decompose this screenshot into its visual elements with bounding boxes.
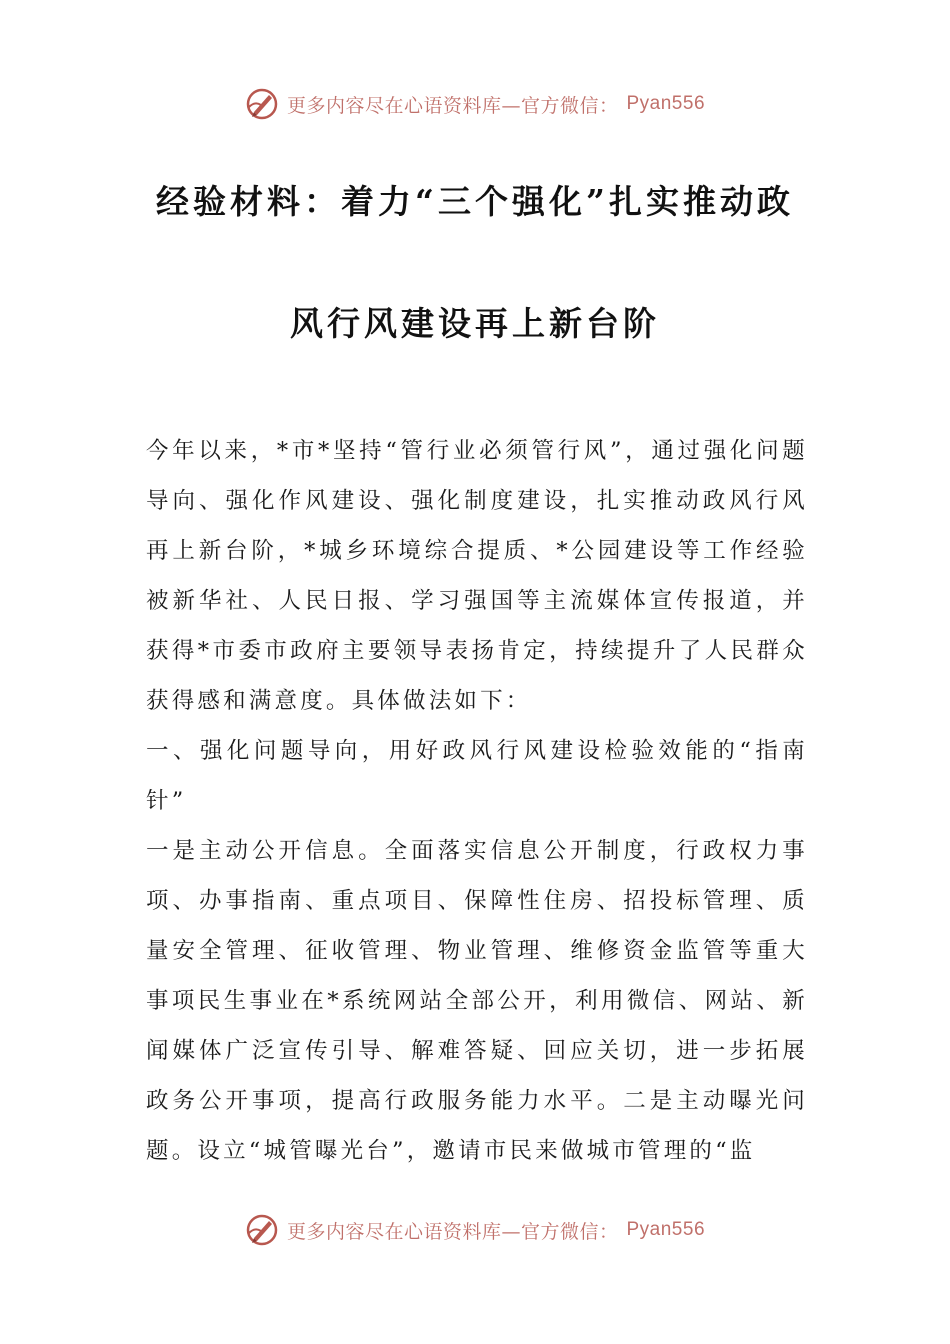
section-heading-1: 一、强化问题导向，用好政风行风建设检验效能的“指南针”	[146, 738, 808, 814]
watermark-text: 更多内容尽在心语资料库—官方微信：	[286, 94, 619, 117]
watermark-header	[0, 82, 950, 126]
paragraph-section-1: 一是主动公开信息。全面落实信息公开制度，行政权力事项、办事指南、重点项目、保障性住房、招投标管理、质量安全管理、征收管理、物业管理、维修资金监管等重大事项民生事业在*系统网站全部公开，利用微信、网站、新闻媒体广泛宣传引导、解难答疑、回应关切，进一步拓展政务公开事项，提高行政服务能力水平。二是主动曝光问题。设立“城管曝光台”，邀请市民来做城市管理的“监	[146, 838, 808, 1164]
document-body	[146, 426, 808, 1176]
pen-logo-icon	[245, 1213, 279, 1247]
paragraph-intro: 今年以来，*市*坚持“管行业必须管行风”，通过强化问题导向、强化作风建设、强化制度建设，扎实推动政风行风再上新台阶，*城乡环境综合提质、*公园建设等工作经验被新华社、人民日报、学习强国等主流媒体宣传报道，并获得*市委市政府主要领导表扬肯定，持续提升了人民群众获得感和满意度。具体做法如下：	[146, 438, 808, 714]
watermark-footer	[0, 1208, 950, 1252]
watermark-text: 更多内容尽在心语资料库—官方微信：	[286, 1220, 619, 1243]
page-title-line-1: 经验材料：着力“三个强化”扎实推动政	[156, 182, 794, 221]
watermark-wechat-id: Pyan556	[626, 1219, 706, 1240]
watermark-wechat-id: Pyan556	[626, 93, 706, 114]
pen-logo-icon	[245, 87, 279, 121]
page-title-line-2: 风行风建设再上新台阶	[290, 304, 660, 343]
